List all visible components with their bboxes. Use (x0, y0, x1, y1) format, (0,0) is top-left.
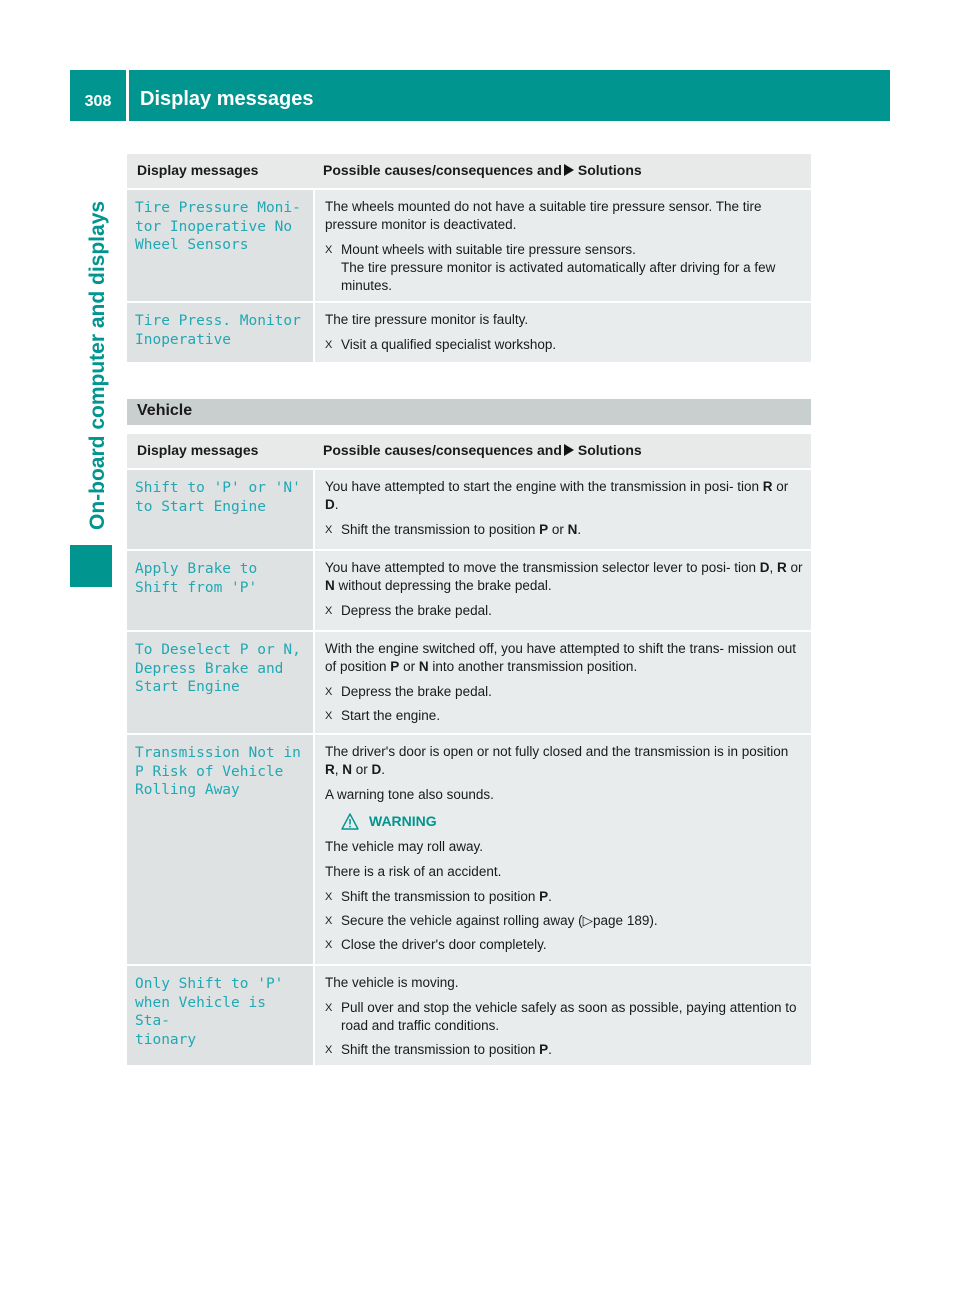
action-arrow-icon: X (325, 1002, 333, 1014)
table-row (127, 190, 811, 303)
display-message: Apply Brake to Shift from 'P' (127, 551, 313, 630)
action-step: X Shift the transmission to position P. (325, 1042, 552, 1057)
side-tab-label: On-board computer and displays (86, 200, 109, 530)
cause-text: The tire pressure monitor is faulty. (325, 312, 529, 327)
play-arrow-icon (564, 444, 574, 456)
warning-text: There is a risk of an accident. (325, 864, 502, 879)
action-step: X Mount wheels with suitable tire pressure sensors. The tire pressure monitor is activated automatically after driving for a few minutes. (325, 242, 776, 293)
solution-cell (313, 190, 811, 301)
vehicle-table (127, 434, 811, 1067)
header-solutions: Possible causes/consequences and Solutions (323, 162, 642, 178)
page-reference[interactable]: page 189 (593, 913, 650, 928)
action-arrow-icon: X (325, 1044, 333, 1056)
solution-cell (313, 966, 811, 1065)
display-message: Shift to 'P' or 'N' to Start Engine (127, 470, 313, 549)
solution-cell (313, 735, 811, 964)
display-message: Tire Pressure Moni‐ tor Inoperative No Wheel Sensors (127, 190, 313, 301)
cause-text: A warning tone also sounds. (325, 787, 494, 802)
display-message: To Deselect P or N, Depress Brake and Start Engine (127, 632, 313, 733)
action-arrow-icon: X (325, 915, 333, 927)
action-step: X Pull over and stop the vehicle safely as soon as possible, paying attention to road and traffic conditions. (325, 1000, 797, 1033)
header-display-messages: Display messages (137, 442, 259, 458)
display-message: Tire Press. Monitor Inoperative (127, 303, 313, 362)
action-step: X Visit a qualified specialist workshop. (325, 337, 557, 352)
action-arrow-icon: X (325, 524, 333, 536)
action-arrow-icon: X (325, 891, 333, 903)
action-step: X Depress the brake pedal. (325, 603, 492, 618)
table-row (127, 632, 811, 735)
cause-text: You have attempted to start the engine with the transmission in posi- tion R or D. (325, 479, 789, 512)
action-step: X Start the engine. (325, 708, 441, 723)
action-step: X Shift the transmission to position P or N. (325, 522, 582, 537)
display-message: Only Shift to 'P' when Vehicle is Sta‐ tionary (127, 966, 313, 1065)
table-row (127, 551, 811, 632)
table-header (127, 434, 811, 470)
action-arrow-icon: X (325, 686, 333, 698)
action-arrow-icon: X (325, 605, 333, 617)
header-display-messages: Display messages (137, 162, 259, 178)
action-arrow-icon: X (325, 339, 333, 351)
table-header (127, 154, 811, 190)
page-ref-icon: ▷ (582, 913, 594, 928)
solution-cell (313, 303, 811, 362)
header-divider (126, 70, 129, 121)
solution-cell (313, 470, 811, 549)
section-title-vehicle: Vehicle (127, 399, 811, 425)
solution-cell (313, 632, 811, 733)
page-number: 308 (84, 93, 112, 110)
action-arrow-icon: X (325, 939, 333, 951)
cause-text: You have attempted to move the transmission selector lever to posi- tion D, R or N without depressing the brake pedal. (325, 560, 803, 593)
table-row (127, 735, 811, 966)
cause-text: The driver's door is open or not fully closed and the transmission is in position R, N or D. (325, 744, 789, 777)
table-row (127, 303, 811, 364)
cause-text: The vehicle is moving. (325, 975, 459, 990)
tire-table (127, 154, 811, 364)
action-step: X Secure the vehicle against rolling away (▷page 189). (325, 913, 658, 928)
action-step: X Depress the brake pedal. (325, 684, 492, 699)
display-message: Transmission Not in P Risk of Vehicle Rolling Away (127, 735, 313, 964)
table-row (127, 966, 811, 1067)
action-step: X Shift the transmission to position P. (325, 889, 552, 904)
warning-text: The vehicle may roll away. (325, 839, 484, 854)
page-title: Display messages (140, 88, 314, 110)
cause-text: With the engine switched off, you have attempted to shift the trans- mission out of position P or N into another transmission position. (325, 641, 797, 674)
cause-text: The wheels mounted do not have a suitable tire pressure sensor. The tire pressure monitor is deactivated. (325, 199, 762, 232)
table-row (127, 470, 811, 551)
warning-heading: WARNING (341, 812, 803, 830)
solution-cell (313, 551, 811, 630)
action-arrow-icon: X (325, 710, 333, 722)
warning-triangle-icon (341, 813, 359, 830)
action-step: X Close the driver's door completely. (325, 937, 547, 952)
side-tab-marker (70, 545, 112, 587)
header-solutions: Possible causes/consequences and Solutions (323, 442, 642, 458)
play-arrow-icon (564, 164, 574, 176)
action-arrow-icon: X (325, 244, 333, 256)
